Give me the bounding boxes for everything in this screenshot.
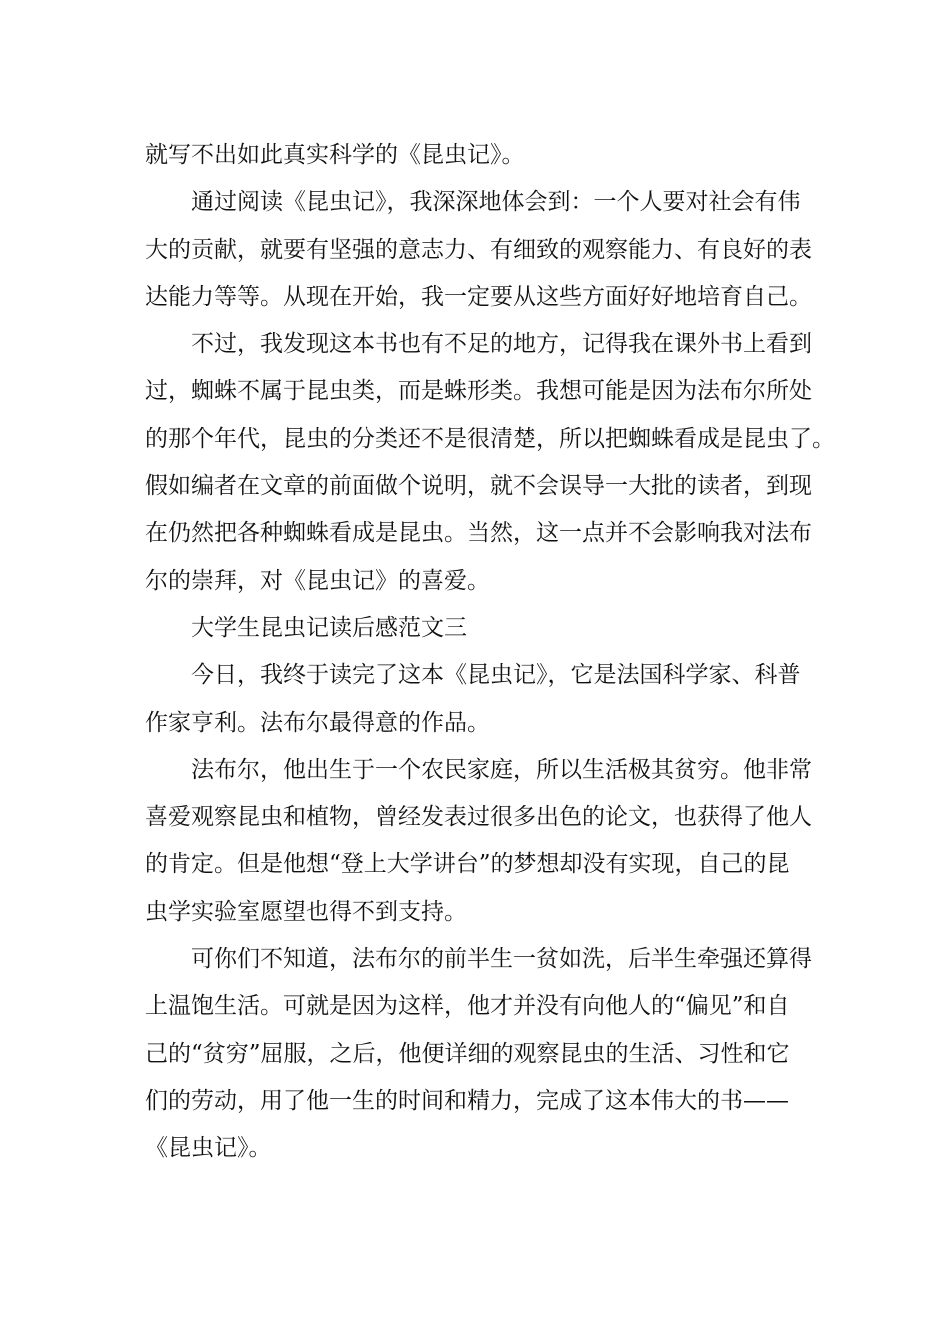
paragraph-start-line: 可你们不知道，法布尔的前半生一贫如洗，后半生牵强还算得 bbox=[191, 946, 812, 973]
text-line: 在仍然把各种蜘蛛看成是昆虫。当然，这一点并不会影响我对法布 bbox=[145, 520, 812, 547]
text-line: 尔的崇拜，对《昆虫记》的喜爱。 bbox=[145, 567, 490, 594]
paragraph-start-line: 通过阅读《昆虫记》，我深深地体会到：一个人要对社会有伟 bbox=[191, 189, 801, 216]
text-line: 过，蜘蛛不属于昆虫类，而是蛛形类。我想可能是因为法布尔所处 bbox=[145, 378, 812, 405]
text-line: 达能力等等。从现在开始，我一定要从这些方面好好地培育自己。 bbox=[145, 283, 812, 310]
text-line: 作家亨利。法布尔最得意的作品。 bbox=[145, 709, 490, 736]
text-line: 上温饱生活。可就是因为这样，他才并没有向他人的“偏见”和自 bbox=[145, 993, 790, 1020]
paragraph-start-line: 不过，我发现这本书也有不足的地方，记得我在课外书上看到 bbox=[191, 331, 812, 358]
text-line: 《昆虫记》。 bbox=[145, 1135, 272, 1162]
text-line: 假如编者在文章的前面做个说明，就不会误导一大批的读者，到现 bbox=[145, 473, 812, 500]
text-line: 己的“贫穷”屈服，之后，他便详细的观察昆虫的生活、习性和它 bbox=[145, 1040, 790, 1067]
text-line: 就写不出如此真实科学的《昆虫记》。 bbox=[145, 142, 525, 168]
text-line: 的那个年代，昆虫的分类还不是很清楚，所以把蜘蛛看成是昆虫了。 bbox=[145, 425, 835, 452]
document-body bbox=[145, 132, 835, 1173]
section-heading: 大学生昆虫记读后感范文三 bbox=[191, 614, 467, 641]
text-line: 们的劳动，用了他一生的时间和精力，完成了这本伟大的书—— bbox=[145, 1087, 789, 1114]
text-line: 大的贡献，就要有坚强的意志力、有细致的观察能力、有良好的表 bbox=[145, 236, 812, 263]
paragraph-start-line: 今日，我终于读完了这本《昆虫记》，它是法国科学家、科普 bbox=[191, 662, 801, 689]
text-line: 的肯定。但是他想“登上大学讲台”的梦想却没有实现，自己的昆 bbox=[145, 851, 790, 878]
text-line: 喜爱观察昆虫和植物，曾经发表过很多出色的论文，也获得了他人 bbox=[145, 804, 812, 831]
paragraph-start-line: 法布尔，他出生于一个农民家庭，所以生活极其贫穷。他非常 bbox=[191, 756, 812, 783]
text-line: 虫学实验室愿望也得不到支持。 bbox=[145, 898, 467, 925]
